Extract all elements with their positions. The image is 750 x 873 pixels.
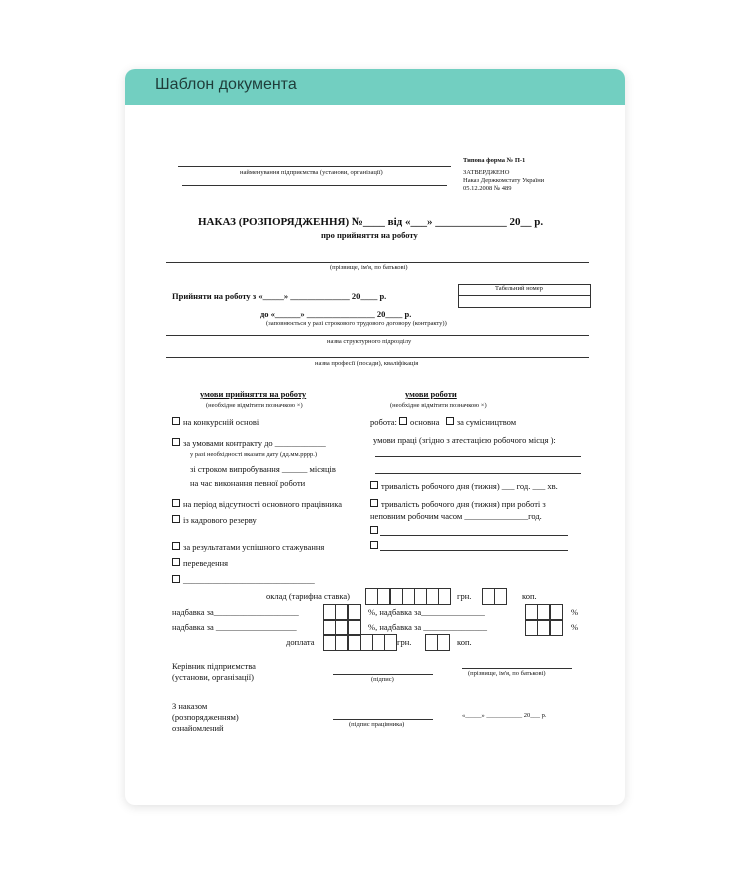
checkbox-icon[interactable] bbox=[172, 438, 180, 446]
bonus-line-2: надбавка за ___________________ bbox=[172, 622, 297, 632]
head-label-1: Керівник підприємства bbox=[172, 661, 256, 671]
extra-line-1 bbox=[380, 535, 568, 536]
left-heading: умови прийняття на роботу bbox=[200, 389, 307, 399]
contract-note: у разі необхідності вказати дату (дд.мм.рррр.) bbox=[190, 451, 318, 458]
head-signature-caption: (підпис) bbox=[371, 676, 394, 683]
card-title: Шаблон документа bbox=[155, 76, 297, 93]
name-caption: (прізвище, ім'я, по батькові) bbox=[330, 264, 408, 271]
salary-uah-cells[interactable] bbox=[366, 588, 451, 603]
checkbox-icon[interactable] bbox=[172, 558, 180, 566]
extra-line-2 bbox=[380, 550, 568, 551]
ack-label-2: (розпорядженням) bbox=[172, 712, 239, 722]
ack-date: «_____» ___________ 20___ р. bbox=[462, 712, 547, 719]
pct-sign-2: % bbox=[571, 622, 579, 632]
certain-work-line: на час виконання певної роботи bbox=[190, 478, 306, 488]
option-reserve[interactable]: із кадрового резерву bbox=[172, 515, 257, 525]
extra-pay-uah-cells[interactable] bbox=[324, 634, 397, 649]
option-other[interactable]: _______________________________ bbox=[172, 575, 315, 585]
document-subtitle: про прийняття на роботу bbox=[321, 230, 418, 240]
tab-number-label: Табельний номер bbox=[495, 285, 543, 292]
option-internship[interactable]: за результатами успішного стажування bbox=[172, 542, 324, 552]
checkbox-icon[interactable] bbox=[370, 499, 378, 507]
salary-kop-label: коп. bbox=[522, 591, 537, 601]
name-line bbox=[166, 262, 589, 263]
checkbox-icon[interactable] bbox=[172, 417, 180, 425]
checkbox-icon[interactable] bbox=[370, 526, 378, 534]
probation-line: зі строком випробування ______ місяців bbox=[190, 464, 336, 474]
bonus-4-cells[interactable] bbox=[526, 619, 563, 634]
bonus-2-cells[interactable] bbox=[324, 619, 361, 634]
left-note: (необхідне відмітити позначкою ×) bbox=[206, 402, 303, 409]
work-conditions-label: умови праці (згідно з атестацією робочого місця ): bbox=[373, 435, 556, 445]
enterprise-caption: найменування підприємства (установи, організації) bbox=[240, 169, 383, 176]
conditions-line-1 bbox=[375, 456, 581, 457]
work-type-row: робота: основна за сумісництвом bbox=[370, 417, 517, 427]
salary-kop-cells[interactable] bbox=[483, 588, 507, 603]
checkbox-icon[interactable] bbox=[172, 499, 180, 507]
extra-pay-kop-label: коп. bbox=[457, 637, 472, 647]
bonus-3-cells[interactable] bbox=[526, 604, 563, 619]
hire-to-line: до «______» ________________ 20____ р. bbox=[260, 309, 412, 319]
checkbox-icon[interactable] bbox=[172, 515, 180, 523]
enterprise-line-2 bbox=[182, 185, 447, 186]
partial-line-2: неповним робочим часом _______________год. bbox=[370, 511, 542, 521]
profession-line bbox=[166, 357, 589, 358]
extra-pay-uah-label: грн. bbox=[397, 637, 412, 647]
checkbox-icon[interactable] bbox=[172, 575, 180, 583]
bonus-1-cells[interactable] bbox=[324, 604, 361, 619]
checkbox-icon[interactable] bbox=[370, 541, 378, 549]
ack-label-3: ознайомлений bbox=[172, 723, 224, 733]
card-header bbox=[125, 69, 625, 105]
extra-pay-label: доплата bbox=[286, 637, 315, 647]
enterprise-line bbox=[178, 166, 451, 167]
conditions-line-2 bbox=[375, 473, 581, 474]
bonus-line-1: надбавка за____________________ bbox=[172, 607, 299, 617]
document-title: НАКАЗ (РОЗПОРЯДЖЕННЯ) №____ від «___» _____________ 20__ р. bbox=[198, 216, 544, 228]
head-name-caption: (прізвище, ім'я, по батькові) bbox=[468, 670, 546, 677]
salary-label: оклад (тарифна ставка) bbox=[266, 591, 350, 601]
right-note: (необхідне відмітити позначкою ×) bbox=[390, 402, 487, 409]
checkbox-icon[interactable] bbox=[172, 542, 180, 550]
pct-bonus-1: %, надбавка за_______________ bbox=[368, 607, 485, 617]
employee-signature-caption: (підпис працівника) bbox=[349, 721, 405, 728]
order-label: Наказ Держкомстату України bbox=[463, 177, 545, 184]
ack-label-1: З наказом bbox=[172, 701, 208, 711]
extra-pay-kop-cells[interactable] bbox=[426, 634, 450, 649]
option-contract[interactable]: за умовами контракту до ____________ bbox=[172, 438, 326, 448]
pct-sign-1: % bbox=[571, 607, 579, 617]
salary-uah-label: грн. bbox=[457, 591, 472, 601]
form-name: Типова форма № П-1 bbox=[463, 157, 526, 164]
head-name-line bbox=[462, 668, 572, 669]
option-competitive[interactable]: на конкурсній основі bbox=[172, 417, 259, 427]
option-duration[interactable]: тривалість робочого дня (тижня) ___ год. ___ хв. bbox=[370, 481, 558, 491]
option-transfer[interactable]: переведення bbox=[172, 558, 228, 568]
hire-to-note: (заповнюється у разі строкового трудового договору (контракту)) bbox=[266, 320, 447, 327]
profession-caption: назва професії (посади), кваліфікація bbox=[315, 360, 419, 367]
checkbox-icon[interactable] bbox=[370, 481, 378, 489]
head-signature-line bbox=[333, 674, 433, 675]
dept-caption: назва структурного підрозділу bbox=[327, 338, 412, 345]
employee-signature-line bbox=[333, 719, 433, 720]
option-absence[interactable]: на період відсутності основного працівника bbox=[172, 499, 342, 509]
dept-line bbox=[166, 335, 589, 336]
order-date: 05.12.2008 № 489 bbox=[463, 185, 512, 192]
head-label-2: (установи, організації) bbox=[172, 672, 254, 682]
checkbox-icon[interactable] bbox=[399, 417, 407, 425]
option-partial[interactable]: тривалість робочого дня (тижня) при роботі з bbox=[370, 499, 546, 509]
pct-bonus-2: %, надбавка за _______________ bbox=[368, 622, 487, 632]
hire-from-line: Прийняти на роботу з «_____» ______________ 20____ р. bbox=[172, 291, 387, 301]
approved-label: ЗАТВЕРДЖЕНО bbox=[463, 169, 510, 176]
right-heading: умови роботи bbox=[405, 389, 457, 399]
checkbox-icon[interactable] bbox=[446, 417, 454, 425]
